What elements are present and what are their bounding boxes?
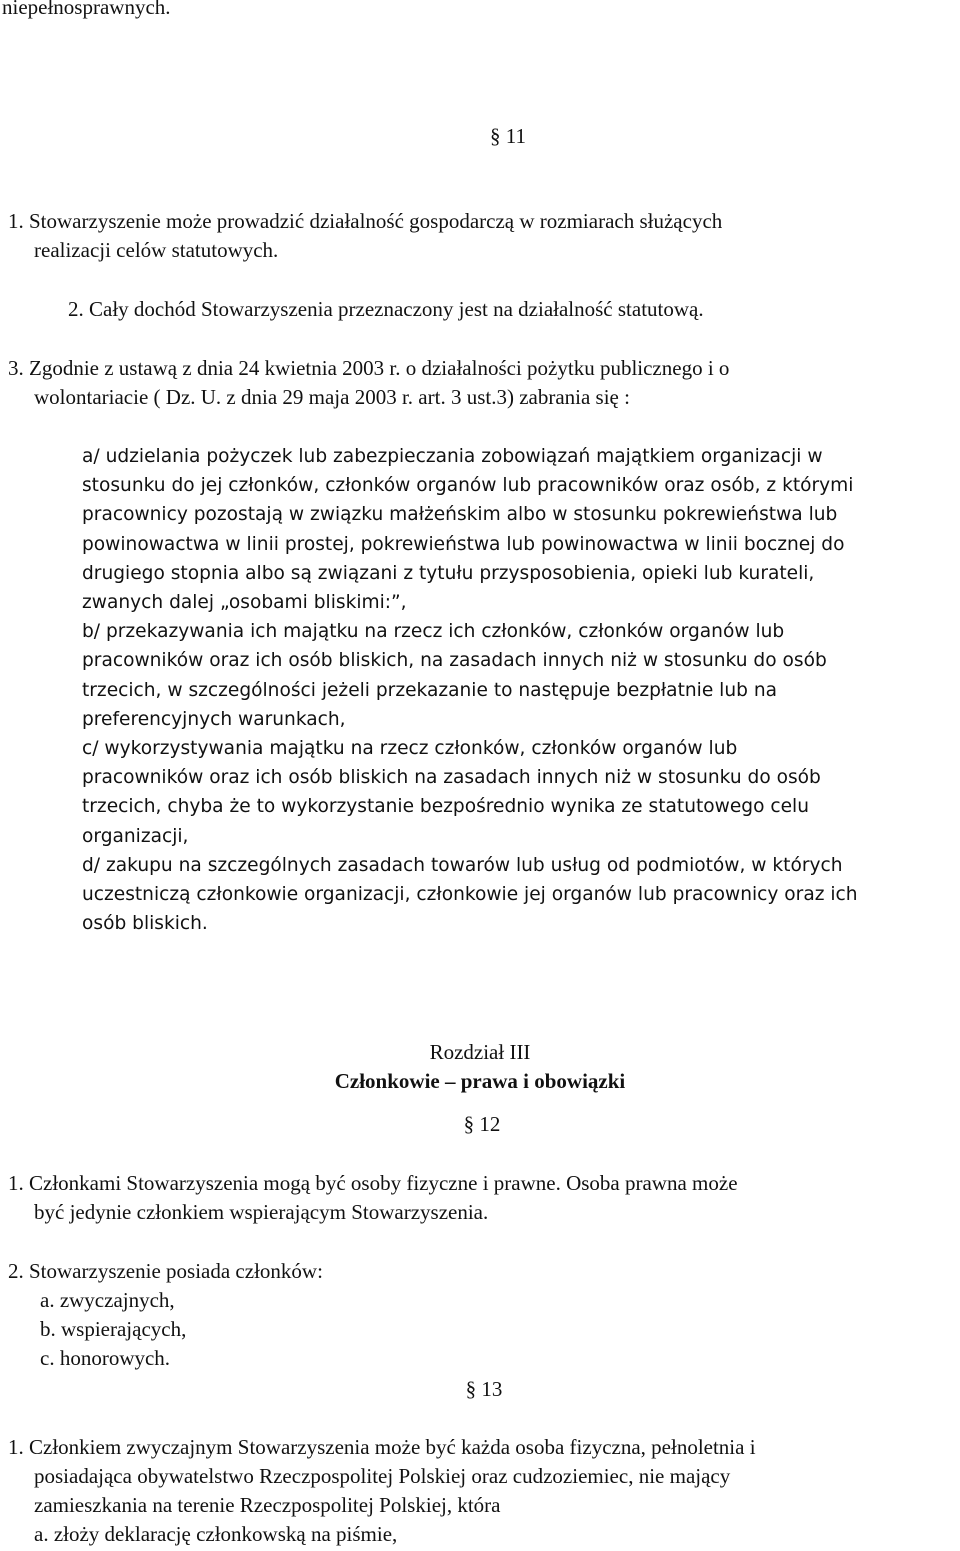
list-line: zwanych dalej „osobami bliskimi:”, xyxy=(82,592,407,614)
member-type-a: a. zwyczajnych, xyxy=(40,1288,175,1312)
s12-p2: 2. Stowarzyszenie posiada członków: xyxy=(8,1259,323,1283)
list-line: organizacji, xyxy=(82,825,189,847)
list-line: powinowactwa w linii prostej, pokrewieństwa lub powinowactwa w linii bocznej do xyxy=(82,533,845,555)
list-line: b/ przekazywania ich majątku na rzecz ich członków, członków organów lub xyxy=(82,621,785,643)
list-line: a/ udzielania pożyczek lub zabezpieczania zobowiązań majątkiem organizacji w xyxy=(82,446,823,467)
s12-p1-line1: 1. Członkami Stowarzyszenia mogą być osoby fizyczne i prawne. Osoba prawna może xyxy=(8,1171,738,1195)
list-line: trzecich, w szczególności jeżeli przekazanie to następuje bezpłatnie lub na xyxy=(82,679,778,701)
list-line: drugiego stopnia albo są związani z tytułu przysposobienia, opieki lub kurateli, xyxy=(82,562,815,584)
list-line: stosunku do jej członków, członków organów lub pracowników oraz osób, z którymi xyxy=(82,475,854,497)
s13-item-a: a. złoży deklarację członkowską na piśmie, xyxy=(34,1522,398,1546)
list-line: d/ zakupu na szczególnych zasadach towarów lub usług od podmiotów, w których xyxy=(82,854,843,876)
member-type-c: c. honorowych. xyxy=(40,1346,171,1370)
s11-p3-line2: wolontariacie ( Dz. U. z dnia 29 maja 2003 r. art. 3 ust.3) zabrania się : xyxy=(34,385,630,409)
s13-p1-line1: 1. Członkiem zwyczajnym Stowarzyszenia może być każda osoba fizyczna, pełnoletnia i xyxy=(8,1435,756,1459)
section-mark-11: § 11 xyxy=(490,124,526,148)
s11-p3-line1: 3. Zgodnie z ustawą z dnia 24 kwietnia 2003 r. o działalności pożytku publicznego i o xyxy=(8,356,730,380)
list-line: trzecich, chyba że to wykorzystanie bezpośrednio wynika ze statutowego celu xyxy=(82,796,809,818)
list-line: pracowników oraz ich osób bliskich na zasadach innych niż w stosunku do osób xyxy=(82,767,821,789)
list-line: pracowników oraz ich osób bliskich, na zasadach innych niż w stosunku do osób xyxy=(82,650,827,672)
list-line: uczestniczą członkowie organizacji, członkowie jej organów lub pracownicy oraz ich xyxy=(82,884,858,906)
s11-p1-line1: 1. Stowarzyszenie może prowadzić działalność gospodarczą w rozmiarach służących xyxy=(8,209,723,233)
section-mark-12: § 12 xyxy=(463,1112,501,1136)
s11-p1-line2: realizacji celów statutowych. xyxy=(34,238,279,262)
s13-p1-line3: zamieszkania na terenie Rzeczpospolitej Polskiej, która xyxy=(34,1493,501,1517)
list-line: preferencyjnych warunkach, xyxy=(82,708,346,730)
chapter-title: Członkowie – prawa i obowiązki xyxy=(334,1069,626,1093)
list-line: c/ wykorzystywania majątku na rzecz członków, członków organów lub xyxy=(82,738,738,760)
s12-p1-line2: być jedynie członkiem wspierającym Stowarzyszenia. xyxy=(34,1200,489,1224)
s13-p1-line2: posiadająca obywatelstwo Rzeczpospolitej Polskiej oraz cudzoziemiec, nie mający xyxy=(34,1464,731,1488)
list-line: pracownicy pozostają w związku małżeńskim albo w stosunku pokrewieństwa lub xyxy=(82,504,838,526)
s11-prohibitions-list xyxy=(82,442,858,938)
section-mark-13: § 13 xyxy=(465,1377,503,1401)
member-type-b: b. wspierających, xyxy=(40,1317,187,1341)
list-line: osób bliskich. xyxy=(82,913,208,935)
s11-p2: 2. Cały dochód Stowarzyszenia przeznaczony jest na działalność statutową. xyxy=(68,297,704,321)
chapter-label: Rozdział III xyxy=(429,1040,531,1064)
continued-line: niepełnosprawnych. xyxy=(2,0,171,19)
